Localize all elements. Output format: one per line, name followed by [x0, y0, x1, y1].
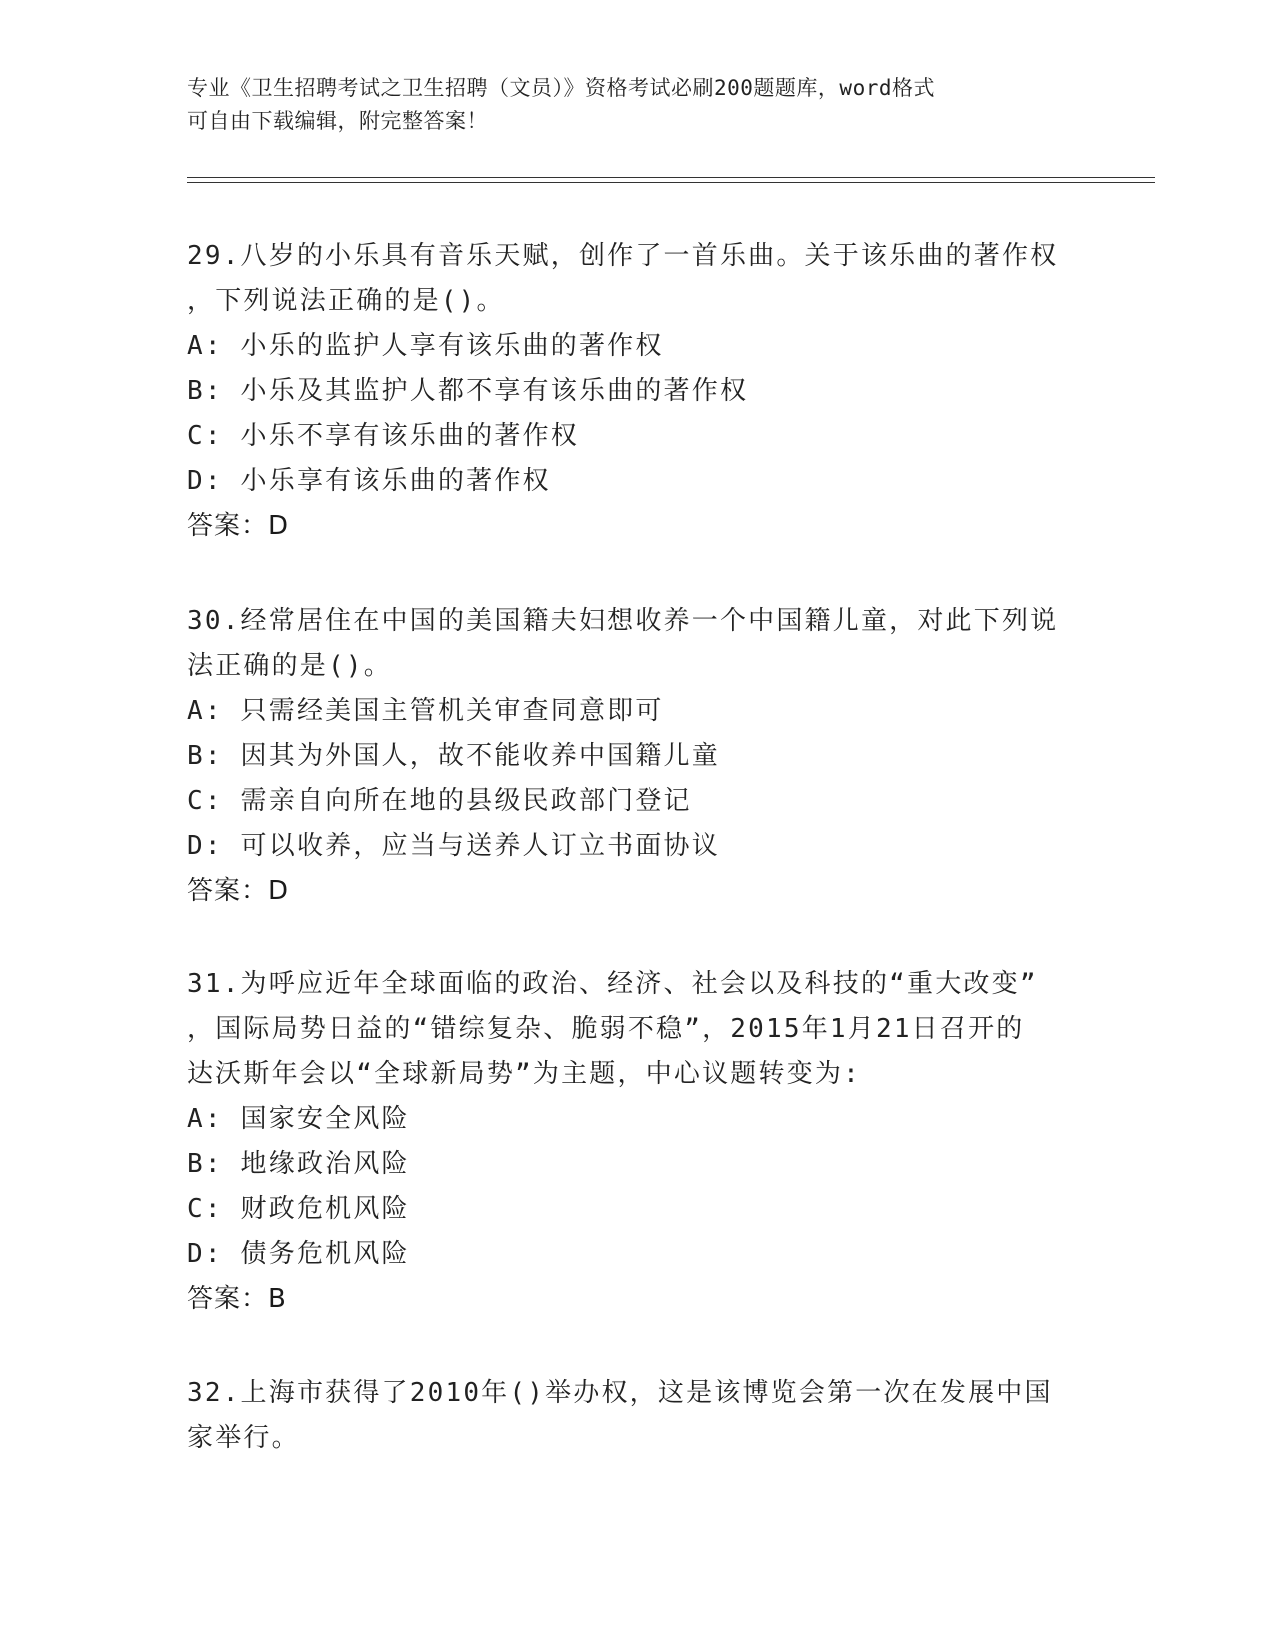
option-b: B: 小乐及其监护人都不享有该乐曲的著作权: [187, 376, 749, 406]
option-d: D: 小乐享有该乐曲的著作权: [187, 466, 551, 496]
option-b: B: 因其为外国人，故不能收养中国籍儿童: [187, 741, 720, 771]
question-stem-line: 29.八岁的小乐具有音乐天赋，创作了一首乐曲。关于该乐曲的著作权: [187, 241, 1059, 271]
question-stem-line: 家举行。: [187, 1423, 300, 1453]
question-stem-line: ，国际局势日益的“错综复杂、脆弱不稳”，2015年1月21日召开的: [187, 1014, 1025, 1044]
header-divider-bottom: [187, 182, 1155, 183]
question-stem-line: 法正确的是()。: [187, 651, 392, 681]
option-c: C: 小乐不享有该乐曲的著作权: [187, 421, 579, 451]
option-b: B: 地缘政治风险: [187, 1149, 410, 1179]
answer-line: 答案：B: [187, 1284, 287, 1314]
question-stem-line: 32.上海市获得了2010年()举办权，这是该博览会第一次在发展中国: [187, 1378, 1053, 1408]
question-32: [187, 1371, 1087, 1461]
option-a: A: 小乐的监护人享有该乐曲的著作权: [187, 331, 664, 361]
option-d: D: 债务危机风险: [187, 1239, 410, 1269]
document-header: [187, 72, 1077, 138]
option-d: D: 可以收养，应当与送养人订立书面协议: [187, 831, 720, 861]
header-line-2: 可自由下载编辑，附完整答案！: [187, 109, 488, 133]
option-a: A: 国家安全风险: [187, 1104, 410, 1134]
question-29: [187, 234, 1087, 549]
question-stem-line: 31.为呼应近年全球面临的政治、经济、社会以及科技的“重大改变”: [187, 969, 1038, 999]
question-stem-line: 达沃斯年会以“全球新局势”为主题，中心议题转变为:: [187, 1059, 861, 1089]
option-c: C: 财政危机风险: [187, 1194, 410, 1224]
header-divider-top: [187, 177, 1155, 178]
option-c: C: 需亲自向所在地的县级民政部门登记: [187, 786, 692, 816]
header-line-1: 专业《卫生招聘考试之卫生招聘（文员）》资格考试必刷200题题库，word格式: [187, 76, 935, 100]
question-30: [187, 599, 1087, 914]
question-31: [187, 962, 1087, 1322]
answer-line: 答案：D: [187, 511, 290, 541]
question-stem-line: ，下列说法正确的是()。: [187, 286, 505, 316]
answer-line: 答案：D: [187, 876, 290, 906]
question-stem-line: 30.经常居住在中国的美国籍夫妇想收养一个中国籍儿童，对此下列说: [187, 606, 1059, 636]
option-a: A: 只需经美国主管机关审查同意即可: [187, 696, 664, 726]
